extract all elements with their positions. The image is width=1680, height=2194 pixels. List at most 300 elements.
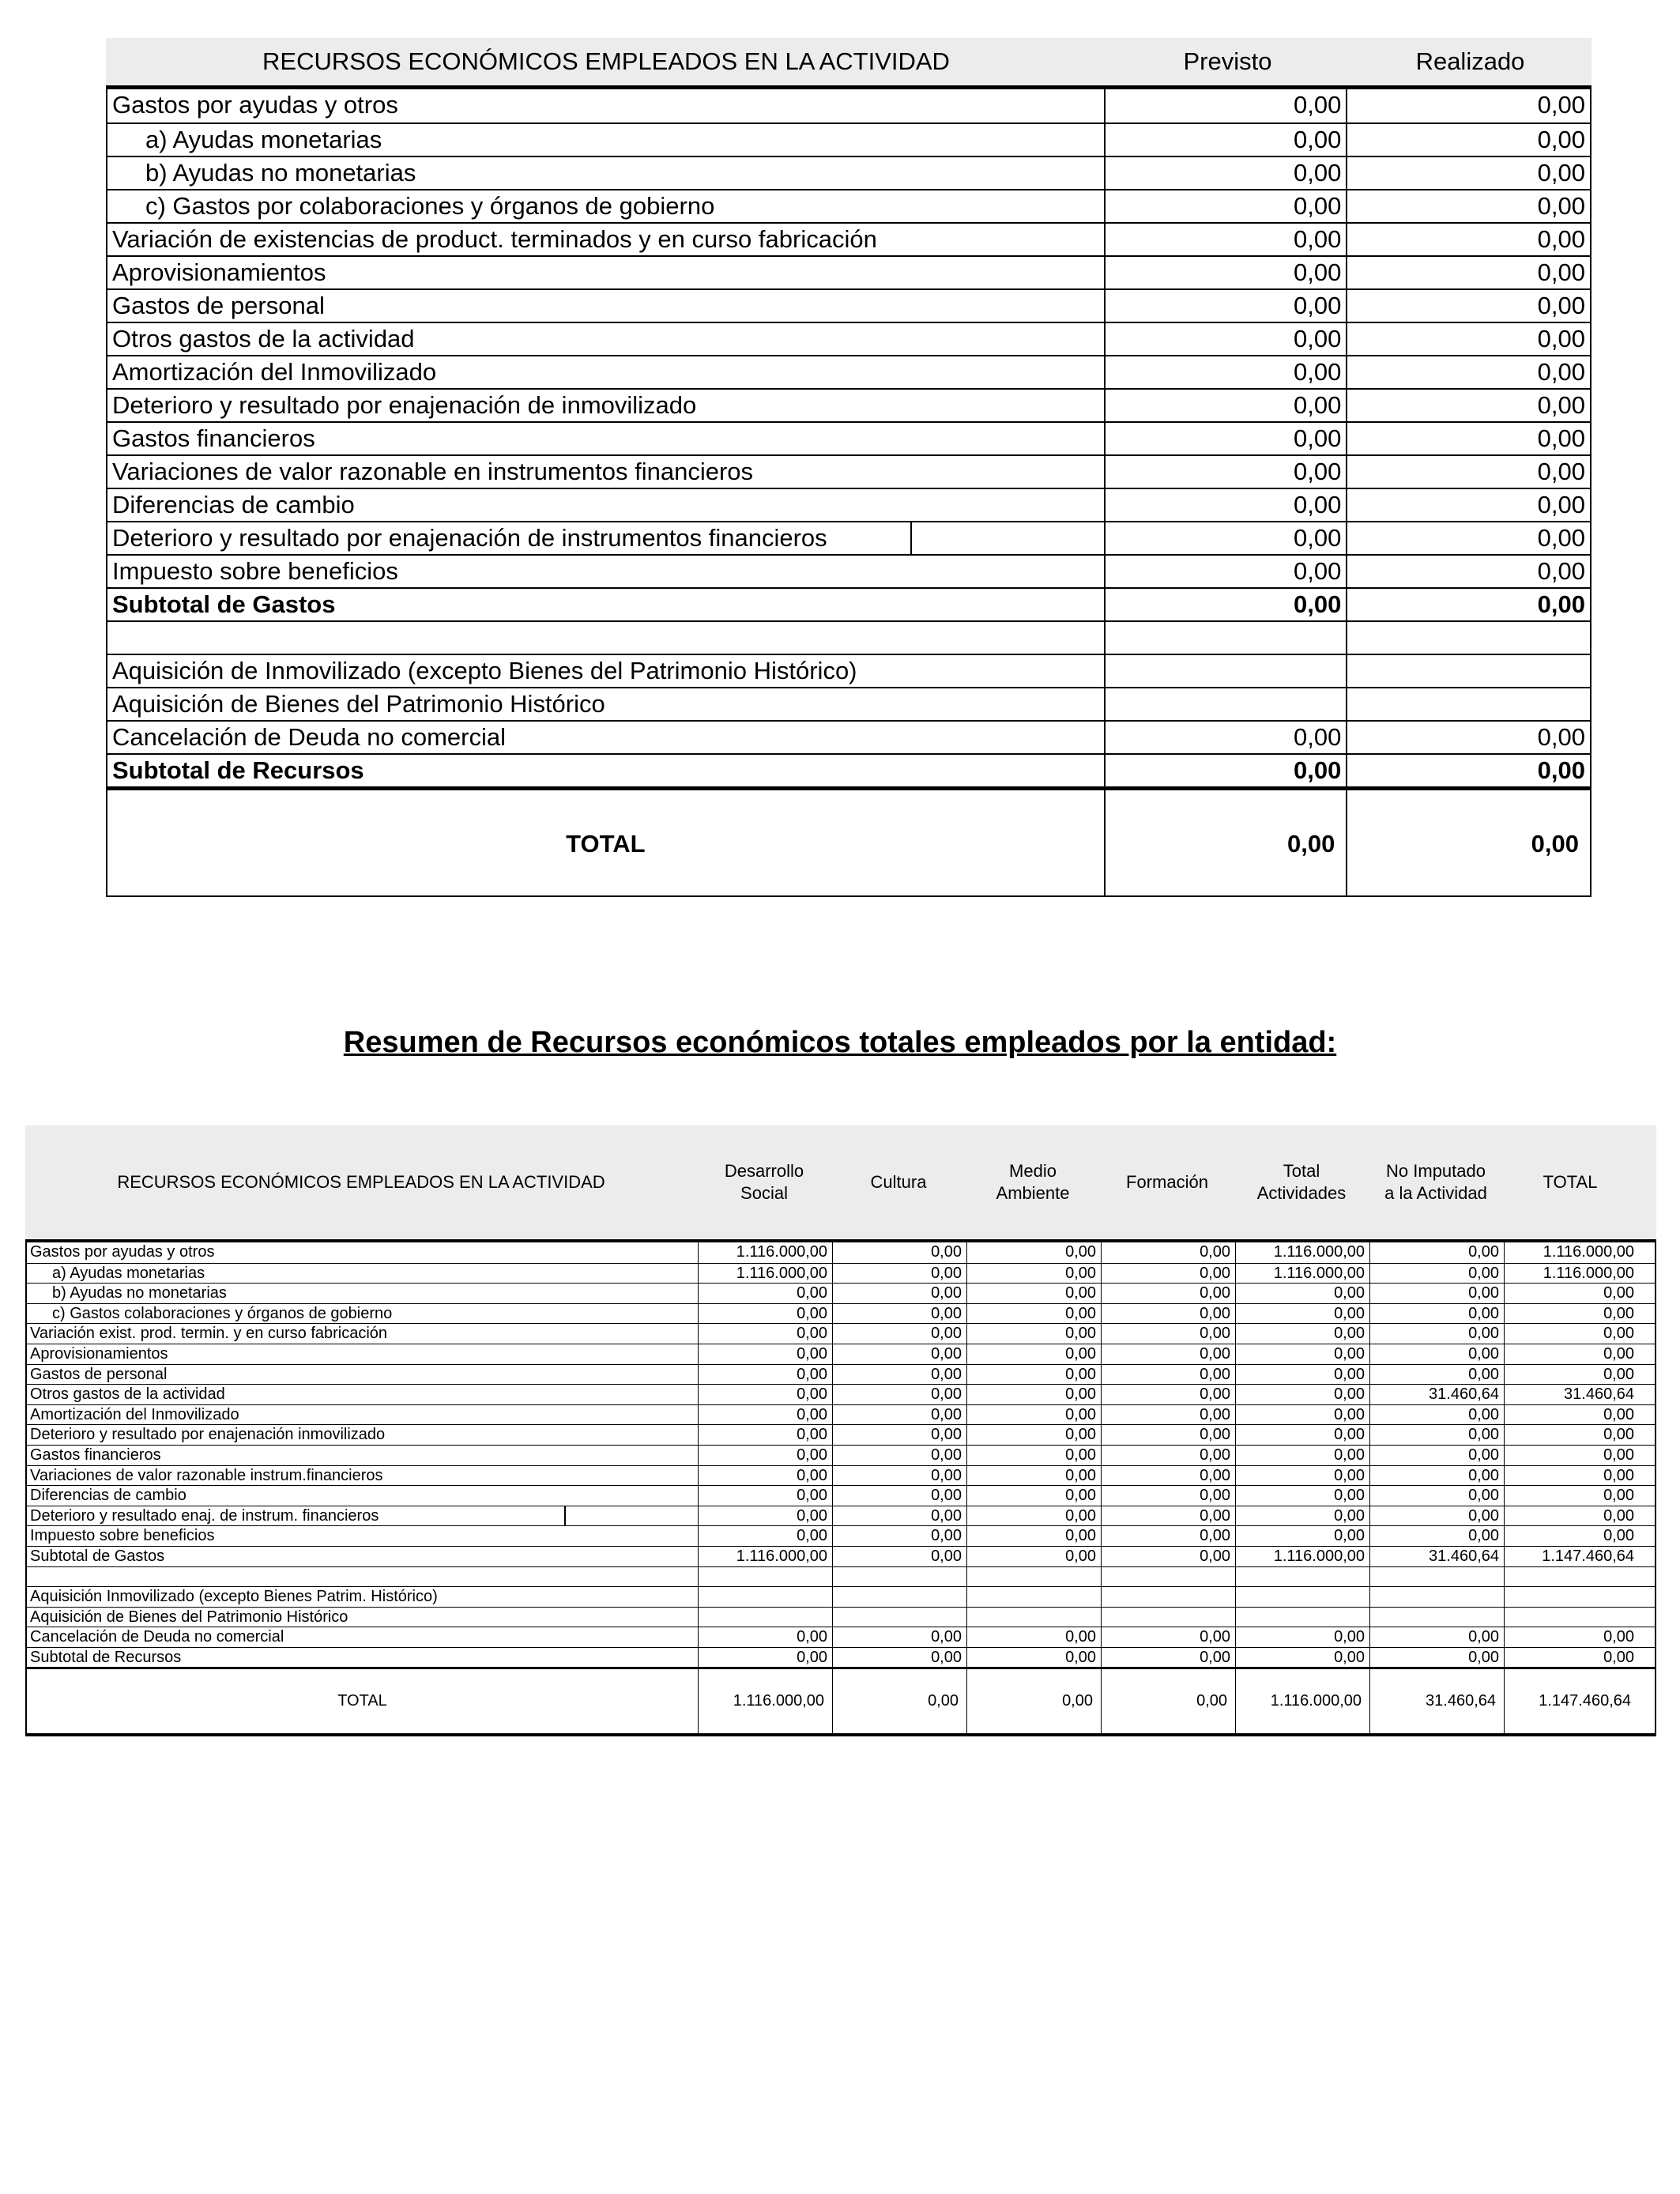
table-body — [106, 89, 1591, 897]
cell-value: 1.147.460,64 — [1542, 1547, 1634, 1565]
row-label: Deterioro y resultado por enajenación inmovilizado — [27, 1425, 699, 1445]
table-row — [27, 1506, 1655, 1526]
cell-value: 0,00 — [967, 1466, 1102, 1486]
row-label: Otros gastos de la actividad — [27, 1385, 699, 1404]
cell-value: 0,00 — [1102, 1324, 1236, 1344]
table-row — [27, 1242, 1655, 1263]
cell-value — [699, 1567, 833, 1587]
header-col: TOTAL — [1543, 1172, 1598, 1192]
total-previsto: 0,00 — [1106, 790, 1348, 895]
table-row — [27, 1384, 1655, 1404]
cell-value: 0,00 — [1236, 1446, 1370, 1465]
row-label: Gastos de personal — [107, 290, 1106, 322]
row-label: Impuesto sobre beneficios — [107, 556, 1106, 587]
row-label: Diferencias de cambio — [107, 489, 1106, 521]
cell-value: 0,00 — [1102, 1365, 1236, 1385]
total-label: TOTAL — [27, 1669, 699, 1733]
previsto-value — [1106, 622, 1348, 654]
table-row — [107, 753, 1590, 786]
cell-value: 0,00 — [1370, 1365, 1505, 1385]
realizado-value: 0,00 — [1537, 756, 1585, 784]
cell-value: 0,00 — [699, 1284, 833, 1303]
realizado-value: 0,00 — [1537, 391, 1585, 419]
cell-value: 1.116.000,00 — [1236, 1242, 1370, 1263]
row-label-text: Deterioro y resultado enaj. de instrum. financieros — [30, 1506, 379, 1525]
cell-divider — [910, 522, 912, 554]
previsto-value — [1106, 688, 1348, 720]
cell-value: 0,00 — [699, 1486, 833, 1506]
previsto-value — [1106, 655, 1348, 687]
table-row — [27, 1303, 1655, 1324]
summary-title: Resumen de Recursos económicos totales empleados por la entidad: — [343, 1026, 1337, 1059]
cell-value: 0,00 — [1603, 1344, 1634, 1363]
cell-value: 0,00 — [967, 1425, 1102, 1445]
row-label: Subtotal de Recursos — [27, 1648, 699, 1668]
table-row — [107, 454, 1590, 488]
row-label: c) Gastos por colaboraciones y órganos de gobierno — [107, 190, 1106, 222]
cell-value: 0,00 — [1603, 1648, 1634, 1666]
realizado-value — [1347, 622, 1590, 654]
row-label: Gastos por ayudas y otros — [27, 1242, 699, 1263]
previsto-value: 0,00 — [1106, 456, 1348, 488]
cell-value: 0,00 — [1370, 1242, 1505, 1263]
cell-value: 0,00 — [1102, 1627, 1236, 1647]
cell-value — [833, 1587, 967, 1607]
table-row — [27, 1364, 1655, 1385]
total-value: 0,00 — [833, 1669, 967, 1733]
cell-value: 0,00 — [1603, 1466, 1634, 1484]
header-col: No Imputado a la Actividad — [1384, 1161, 1487, 1203]
cell-value: 0,00 — [833, 1425, 967, 1445]
cell-value — [699, 1608, 833, 1627]
table-row — [107, 189, 1590, 222]
previsto-value: 0,00 — [1106, 224, 1348, 255]
cell-value: 0,00 — [1370, 1405, 1505, 1425]
row-label: Amortización del Inmovilizado — [107, 356, 1106, 388]
cell-value: 0,00 — [833, 1344, 967, 1364]
table-row — [27, 1404, 1655, 1425]
row-label: Aquisición de Inmovilizado (excepto Bienes del Patrimonio Histórico) — [107, 655, 1106, 687]
previsto-value: 0,00 — [1106, 124, 1348, 156]
cell-value: 0,00 — [699, 1648, 833, 1668]
cell-value: 0,00 — [1236, 1506, 1370, 1526]
total-value: 1.116.000,00 — [1236, 1669, 1370, 1733]
cell-value: 0,00 — [1370, 1486, 1505, 1506]
previsto-value: 0,00 — [1106, 257, 1348, 288]
row-label: Gastos financieros — [107, 423, 1106, 454]
realizado-value: 0,00 — [1537, 358, 1585, 386]
cell-value — [1505, 1608, 1639, 1627]
cell-value: 0,00 — [1102, 1486, 1236, 1506]
cell-value: 0,00 — [833, 1466, 967, 1486]
cell-value: 1.116.000,00 — [1543, 1264, 1634, 1282]
cell-value — [1102, 1567, 1236, 1587]
cell-value — [699, 1587, 833, 1607]
cell-value — [1236, 1587, 1370, 1607]
cell-value — [967, 1567, 1102, 1587]
cell-value: 0,00 — [1370, 1526, 1505, 1546]
table-row — [27, 1424, 1655, 1445]
realizado-value: 0,00 — [1537, 424, 1585, 452]
cell-value: 0,00 — [699, 1425, 833, 1445]
row-label — [27, 1567, 699, 1587]
table-row — [107, 288, 1590, 322]
row-label — [27, 1506, 699, 1526]
row-label: Gastos financieros — [27, 1446, 699, 1465]
realizado-value: 0,00 — [1537, 91, 1585, 119]
cell-value: 0,00 — [1236, 1526, 1370, 1546]
row-label: Aquisición de Bienes del Patrimonio Histórico — [107, 688, 1106, 720]
cell-value: 0,00 — [1370, 1446, 1505, 1465]
row-label: Diferencias de cambio — [27, 1486, 699, 1506]
total-row — [27, 1667, 1655, 1733]
table-row — [107, 720, 1590, 753]
table-row — [107, 554, 1590, 587]
cell-value: 0,00 — [967, 1385, 1102, 1404]
total-realizado: 0,00 — [1531, 830, 1579, 858]
cell-value: 0,00 — [1370, 1344, 1505, 1364]
cell-value: 31.460,64 — [1564, 1385, 1634, 1404]
cell-value: 0,00 — [1603, 1365, 1634, 1383]
realizado-value: 0,00 — [1537, 292, 1585, 319]
cell-value: 0,00 — [833, 1284, 967, 1303]
cell-value: 0,00 — [833, 1264, 967, 1284]
realizado-value: 0,00 — [1537, 225, 1585, 253]
cell-value: 0,00 — [833, 1486, 967, 1506]
row-label: Aprovisionamientos — [107, 257, 1106, 288]
cell-value: 0,00 — [699, 1405, 833, 1425]
previsto-value: 0,00 — [1106, 522, 1348, 554]
realizado-value: 0,00 — [1537, 491, 1585, 518]
cell-value: 0,00 — [1603, 1527, 1634, 1545]
previsto-value: 0,00 — [1106, 423, 1348, 454]
cell-value: 0,00 — [967, 1446, 1102, 1465]
cell-value: 0,00 — [833, 1385, 967, 1404]
table-row — [107, 587, 1590, 620]
cell-value: 0,00 — [1370, 1324, 1505, 1344]
cell-value: 0,00 — [1603, 1487, 1634, 1505]
cell-value: 0,00 — [1236, 1385, 1370, 1404]
cell-value: 0,00 — [1603, 1426, 1634, 1444]
realizado-value: 0,00 — [1537, 126, 1585, 153]
total-row — [107, 786, 1590, 895]
table-row — [107, 156, 1590, 189]
cell-value: 0,00 — [833, 1446, 967, 1465]
cell-value: 0,00 — [967, 1324, 1102, 1344]
total-value: 31.460,64 — [1370, 1669, 1505, 1733]
header-label: RECURSOS ECONÓMICOS EMPLEADOS EN LA ACTIVIDAD — [262, 47, 950, 75]
row-label: Cancelación de Deuda no comercial — [27, 1627, 699, 1647]
cell-value: 0,00 — [967, 1486, 1102, 1506]
cell-value: 0,00 — [967, 1648, 1102, 1668]
row-label: b) Ayudas no monetarias — [27, 1284, 699, 1303]
table-row — [27, 1323, 1655, 1344]
table-row — [27, 1647, 1655, 1668]
cell-value: 0,00 — [833, 1324, 967, 1344]
cell-value: 0,00 — [833, 1627, 967, 1647]
realizado-value: 0,00 — [1537, 258, 1585, 286]
table-row — [107, 322, 1590, 355]
cell-value: 0,00 — [967, 1304, 1102, 1324]
cell-value: 0,00 — [967, 1405, 1102, 1425]
table-row — [27, 1525, 1655, 1546]
table-row — [107, 222, 1590, 255]
cell-value: 0,00 — [699, 1506, 833, 1526]
cell-value: 1.116.000,00 — [1236, 1264, 1370, 1284]
header-col: Medio Ambiente — [996, 1161, 1070, 1203]
realizado-value — [1347, 688, 1590, 720]
cell-value: 0,00 — [833, 1405, 967, 1425]
table-row — [27, 1607, 1655, 1627]
table-row — [107, 123, 1590, 156]
cell-value: 0,00 — [833, 1648, 967, 1668]
cell-value: 0,00 — [967, 1365, 1102, 1385]
cell-value: 0,00 — [699, 1344, 833, 1364]
cell-value: 1.116.000,00 — [1236, 1547, 1370, 1566]
previsto-value: 0,00 — [1106, 89, 1348, 123]
table-row — [107, 687, 1590, 720]
cell-value: 0,00 — [699, 1526, 833, 1546]
cell-divider — [564, 1506, 566, 1526]
cell-value — [1505, 1587, 1639, 1607]
cell-value: 0,00 — [1603, 1304, 1634, 1322]
cell-value — [967, 1587, 1102, 1607]
table-row — [27, 1485, 1655, 1506]
cell-value: 0,00 — [967, 1526, 1102, 1546]
cell-value — [1102, 1608, 1236, 1627]
row-label — [107, 622, 1106, 654]
previsto-value: 0,00 — [1106, 489, 1348, 521]
cell-value: 0,00 — [1370, 1506, 1505, 1526]
cell-value: 0,00 — [1102, 1506, 1236, 1526]
cell-value: 0,00 — [1236, 1627, 1370, 1647]
table-row — [107, 521, 1590, 554]
header-previsto: Previsto — [1183, 47, 1272, 75]
cell-value: 0,00 — [967, 1284, 1102, 1303]
realizado-value: 0,00 — [1537, 557, 1585, 585]
table-row — [27, 1263, 1655, 1284]
cell-value — [833, 1567, 967, 1587]
cell-value: 31.460,64 — [1370, 1547, 1505, 1566]
previsto-value: 0,00 — [1106, 190, 1348, 222]
cell-value: 1.116.000,00 — [1543, 1243, 1634, 1261]
header-col: Total Actividades — [1256, 1161, 1347, 1203]
cell-value: 0,00 — [699, 1385, 833, 1404]
cell-value: 31.460,64 — [1370, 1385, 1505, 1404]
table-row — [107, 388, 1590, 421]
row-label: Cancelación de Deuda no comercial — [107, 722, 1106, 753]
summary-resources-table — [25, 1125, 1656, 1736]
row-label: Aquisición de Bienes del Patrimonio Histórico — [27, 1608, 699, 1627]
total-value: 1.116.000,00 — [699, 1669, 833, 1733]
cell-value: 0,00 — [967, 1344, 1102, 1364]
cell-value: 0,00 — [967, 1627, 1102, 1647]
realizado-value: 0,00 — [1537, 723, 1585, 751]
header-realizado: Realizado — [1415, 47, 1525, 75]
cell-value: 0,00 — [1102, 1648, 1236, 1668]
header-col: Formación — [1126, 1172, 1208, 1192]
cell-value: 0,00 — [1370, 1466, 1505, 1486]
cell-value: 1.116.000,00 — [699, 1547, 833, 1566]
cell-value: 0,00 — [1102, 1547, 1236, 1566]
previsto-value: 0,00 — [1106, 556, 1348, 587]
table-row — [27, 1566, 1655, 1587]
row-label: Variación exist. prod. termin. y en curso fabricación — [27, 1324, 699, 1344]
cell-value — [1505, 1567, 1639, 1587]
table-row — [107, 421, 1590, 454]
cell-value: 0,00 — [699, 1627, 833, 1647]
cell-value: 0,00 — [1102, 1385, 1236, 1404]
row-label: Aquisición Inmovilizado (excepto Bienes Patrim. Histórico) — [27, 1587, 699, 1607]
row-label — [107, 522, 1106, 554]
cell-value: 0,00 — [1102, 1284, 1236, 1303]
cell-value: 0,00 — [1236, 1425, 1370, 1445]
row-label: Subtotal de Recursos — [107, 755, 1106, 786]
row-label: Gastos por ayudas y otros — [107, 89, 1106, 123]
realizado-value: 0,00 — [1537, 458, 1585, 485]
row-label: Otros gastos de la actividad — [107, 323, 1106, 355]
cell-value — [1236, 1608, 1370, 1627]
cell-value: 0,00 — [1102, 1405, 1236, 1425]
row-label: a) Ayudas monetarias — [27, 1264, 699, 1284]
cell-value: 0,00 — [1370, 1304, 1505, 1324]
row-label: Subtotal de Gastos — [27, 1547, 699, 1566]
previsto-value: 0,00 — [1106, 323, 1348, 355]
cell-value: 0,00 — [1102, 1446, 1236, 1465]
cell-value: 0,00 — [1236, 1648, 1370, 1668]
cell-value: 0,00 — [1603, 1628, 1634, 1646]
realizado-value — [1347, 655, 1590, 687]
cell-value — [1370, 1587, 1505, 1607]
table-row — [27, 1465, 1655, 1486]
table-row — [27, 1283, 1655, 1303]
row-label: Deterioro y resultado por enajenación de inmovilizado — [107, 390, 1106, 421]
cell-value: 0,00 — [1236, 1365, 1370, 1385]
cell-value: 0,00 — [1102, 1526, 1236, 1546]
cell-value — [1370, 1567, 1505, 1587]
cell-value: 0,00 — [1370, 1284, 1505, 1303]
cell-value: 0,00 — [1102, 1264, 1236, 1284]
cell-value: 0,00 — [699, 1324, 833, 1344]
realizado-value: 0,00 — [1537, 192, 1585, 220]
table-body — [25, 1242, 1656, 1736]
cell-value: 0,00 — [1603, 1446, 1634, 1464]
realizado-value: 0,00 — [1537, 325, 1585, 352]
cell-value — [1236, 1567, 1370, 1587]
header-col: Desarrollo Social — [724, 1161, 804, 1203]
table-row — [107, 488, 1590, 521]
table-row — [107, 355, 1590, 388]
table-row — [27, 1546, 1655, 1566]
cell-value: 0,00 — [1102, 1242, 1236, 1263]
previsto-value: 0,00 — [1106, 755, 1348, 786]
table-row — [107, 89, 1590, 123]
row-label: Subtotal de Gastos — [107, 589, 1106, 620]
table-row — [107, 654, 1590, 687]
cell-value — [833, 1608, 967, 1627]
cell-value: 0,00 — [699, 1304, 833, 1324]
table-header — [106, 38, 1591, 89]
header-col: Cultura — [870, 1172, 927, 1192]
row-label: Variación de existencias de product. terminados y en curso fabricación — [107, 224, 1106, 255]
cell-value: 0,00 — [1102, 1466, 1236, 1486]
cell-value: 0,00 — [833, 1526, 967, 1546]
cell-value: 0,00 — [967, 1264, 1102, 1284]
cell-value: 0,00 — [699, 1466, 833, 1486]
cell-value: 0,00 — [967, 1506, 1102, 1526]
cell-value: 0,00 — [1102, 1344, 1236, 1364]
cell-value: 1.116.000,00 — [699, 1242, 833, 1263]
row-label: Gastos de personal — [27, 1365, 699, 1385]
row-label: Aprovisionamientos — [27, 1344, 699, 1364]
realizado-value: 0,00 — [1537, 159, 1585, 187]
row-label: Impuesto sobre beneficios — [27, 1526, 699, 1546]
cell-value: 0,00 — [833, 1365, 967, 1385]
realizado-value: 0,00 — [1537, 524, 1585, 552]
cell-value: 0,00 — [1236, 1405, 1370, 1425]
cell-value: 0,00 — [1236, 1466, 1370, 1486]
previsto-value: 0,00 — [1106, 356, 1348, 388]
cell-value: 0,00 — [833, 1304, 967, 1324]
cell-value: 0,00 — [699, 1365, 833, 1385]
previsto-value: 0,00 — [1106, 157, 1348, 189]
table-row — [27, 1344, 1655, 1364]
cell-value: 0,00 — [1236, 1304, 1370, 1324]
realizado-value: 0,00 — [1537, 590, 1585, 618]
row-label-text: Deterioro y resultado por enajenación de instrumentos financieros — [112, 524, 827, 552]
total-value: 1.147.460,64 — [1539, 1692, 1631, 1710]
cell-value: 0,00 — [1102, 1304, 1236, 1324]
cell-value: 0,00 — [833, 1547, 967, 1566]
row-label: b) Ayudas no monetarias — [107, 157, 1106, 189]
total-label: TOTAL — [107, 790, 1106, 895]
total-value: 0,00 — [967, 1669, 1102, 1733]
cell-value — [1102, 1587, 1236, 1607]
cell-value: 0,00 — [1370, 1627, 1505, 1647]
cell-value: 0,00 — [1603, 1325, 1634, 1343]
table-header — [25, 1125, 1656, 1242]
table-row — [27, 1627, 1655, 1647]
cell-value: 0,00 — [833, 1242, 967, 1263]
previsto-value: 0,00 — [1106, 390, 1348, 421]
cell-value — [967, 1608, 1102, 1627]
cell-value: 1.116.000,00 — [699, 1264, 833, 1284]
cell-value: 0,00 — [1603, 1284, 1634, 1302]
total-value: 0,00 — [1102, 1669, 1236, 1733]
row-label: Variaciones de valor razonable instrum.financieros — [27, 1466, 699, 1486]
cell-value: 0,00 — [1236, 1486, 1370, 1506]
header-label: RECURSOS ECONÓMICOS EMPLEADOS EN LA ACTIVIDAD — [117, 1172, 605, 1192]
cell-value: 0,00 — [1236, 1324, 1370, 1344]
row-label: a) Ayudas monetarias — [107, 124, 1106, 156]
cell-value: 0,00 — [1236, 1284, 1370, 1303]
table-row — [107, 620, 1590, 654]
cell-value: 0,00 — [1102, 1425, 1236, 1445]
cell-value: 0,00 — [967, 1547, 1102, 1566]
cell-value: 0,00 — [1603, 1405, 1634, 1423]
cell-value: 0,00 — [1370, 1264, 1505, 1284]
row-label: c) Gastos colaboraciones y órganos de gobierno — [27, 1304, 699, 1324]
previsto-value: 0,00 — [1106, 290, 1348, 322]
cell-value: 0,00 — [833, 1506, 967, 1526]
previsto-value: 0,00 — [1106, 589, 1348, 620]
cell-value: 0,00 — [1370, 1425, 1505, 1445]
cell-value — [1370, 1608, 1505, 1627]
activity-resources-table — [106, 38, 1591, 897]
row-label: Variaciones de valor razonable en instrumentos financieros — [107, 456, 1106, 488]
table-row — [27, 1586, 1655, 1607]
cell-value: 0,00 — [1236, 1344, 1370, 1364]
